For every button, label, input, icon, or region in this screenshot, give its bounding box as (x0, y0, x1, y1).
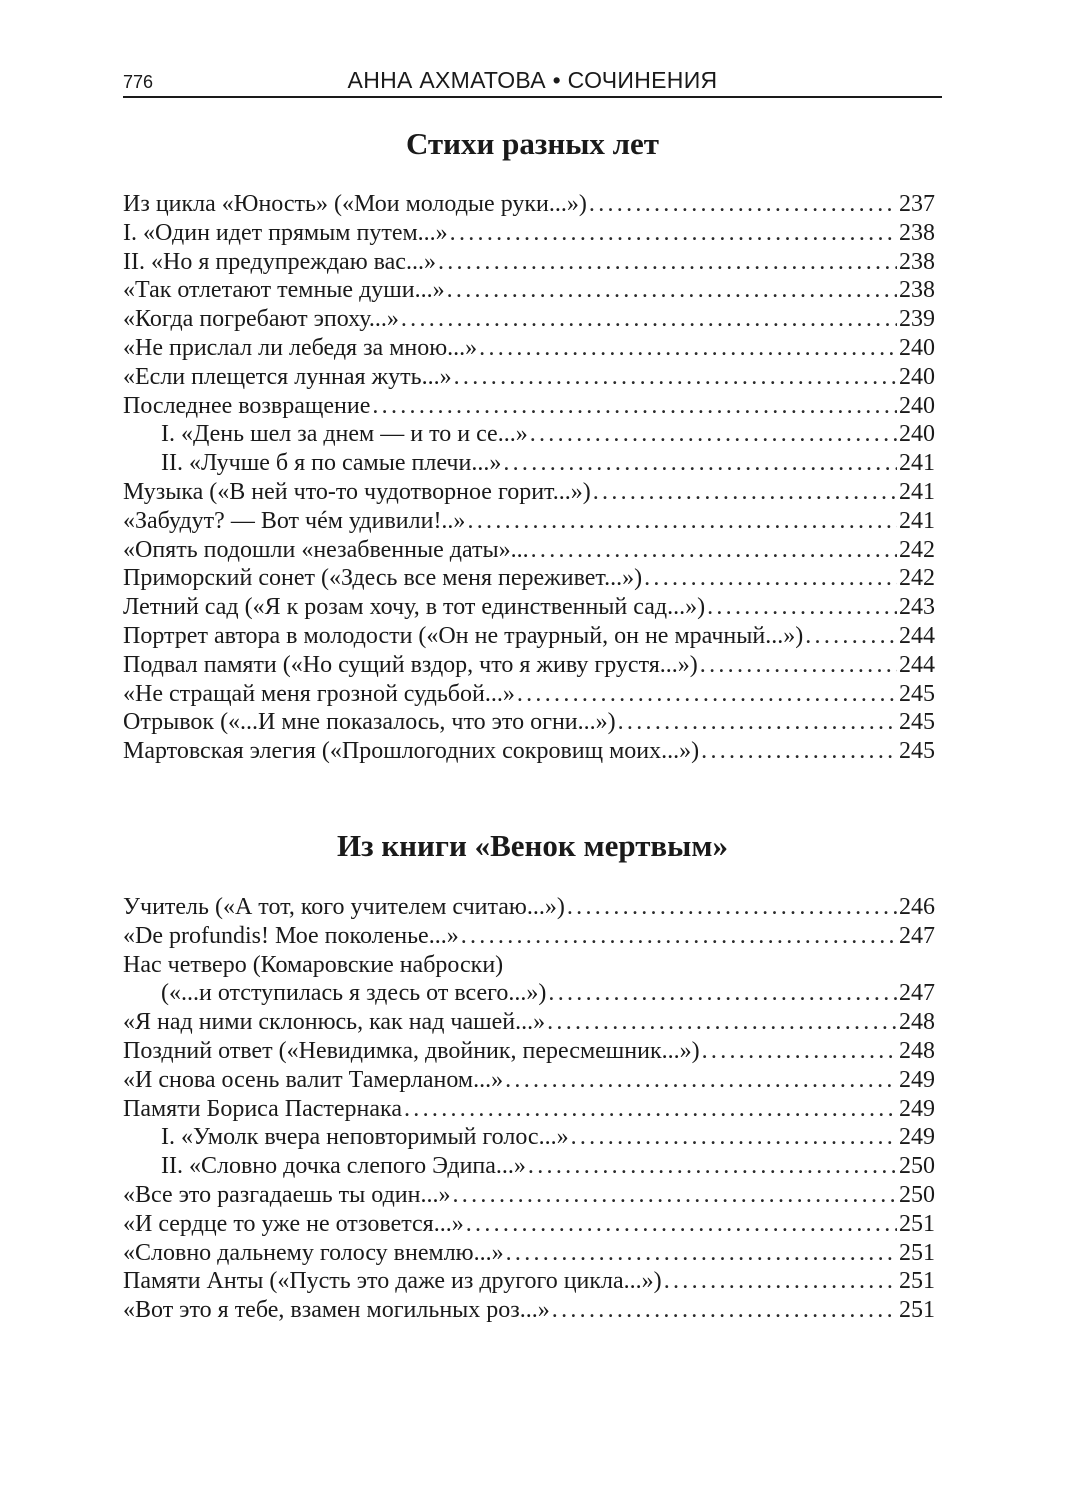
toc-entry-page: 249 (899, 1124, 935, 1151)
toc-entry-title: Портрет автора в молодости («Он не траурный, он не мрачный...») (123, 622, 804, 649)
toc-entry-page: 247 (899, 922, 935, 949)
toc-entry-title: Мартовская элегия («Прошлогодних сокровищ моих...») (123, 738, 700, 765)
toc-entry (123, 1267, 935, 1296)
toc-entry-title: Из цикла «Юность» («Мои молодые руки...») (123, 191, 587, 217)
toc-entry (123, 622, 935, 651)
dot-leader (454, 363, 897, 392)
toc-entry-page: 242 (899, 565, 935, 592)
dot-leader (547, 1008, 897, 1037)
toc-entry (123, 536, 935, 565)
toc-entry (123, 1239, 935, 1268)
dot-leader (438, 248, 897, 277)
toc-entry-title: «И сердце то уже не отзовется...» (123, 1210, 464, 1237)
toc-entry-page: 250 (899, 1153, 935, 1180)
toc-entry (123, 1181, 935, 1210)
toc-entry-title: «De profundis! Мое поколенье...» (123, 922, 459, 949)
toc-entry-title: «И снова осень валит Тамерланом...» (123, 1066, 504, 1093)
dot-leader (589, 190, 897, 219)
toc-entry (123, 1095, 935, 1124)
dot-leader (644, 564, 897, 593)
toc-entry (123, 392, 935, 421)
toc-entry-page: 251 (899, 1268, 935, 1295)
toc-entry (123, 190, 935, 219)
toc-entry-title: «Я над ними склонюсь, как над чашей...» (123, 1009, 546, 1036)
toc-entry-title: Музыка («В ней что-то чудотворное горит...») (123, 478, 591, 505)
toc-entry-title: II. «Но я предупреждаю вас...» (123, 248, 436, 275)
page-number: 776 (123, 72, 154, 92)
toc-entry-page: 247 (899, 980, 935, 1007)
toc-entry-page: 239 (899, 306, 935, 333)
toc-entry-page: 237 (899, 191, 935, 217)
toc-entry-page: 242 (899, 536, 935, 563)
toc-entry (123, 893, 935, 922)
dot-leader (452, 1181, 897, 1210)
toc-entry-page: 245 (899, 680, 935, 707)
dot-leader (466, 1210, 897, 1239)
toc-entry (123, 951, 935, 980)
dot-leader (531, 536, 897, 565)
toc-entry (123, 1152, 935, 1181)
toc-entry-page: 251 (899, 1297, 935, 1324)
toc-entry-title: II. «Словно дочка слепого Эдипа...» (161, 1153, 526, 1180)
dot-leader (517, 680, 897, 709)
dot-leader (506, 1239, 897, 1268)
toc-entry-page: 249 (899, 1095, 935, 1122)
dot-leader (447, 276, 897, 305)
toc-entry (123, 979, 935, 1008)
dot-leader (567, 893, 897, 922)
toc-entry-page: 251 (899, 1210, 935, 1237)
toc-entry-page: 243 (899, 594, 935, 621)
toc-entry-page: 240 (899, 363, 935, 390)
toc-entry-title: Отрывок («...И мне показалось, что это огни...») (123, 709, 616, 736)
toc-entry (123, 564, 935, 593)
toc-list-venok (123, 893, 935, 1325)
toc-entry-page: 251 (899, 1239, 935, 1266)
toc-entry-page: 241 (899, 507, 935, 534)
section-title-stikhi: Стихи разных лет (405, 126, 660, 161)
toc-entry (123, 248, 935, 277)
toc-entry-title: Последнее возвращение (123, 392, 371, 419)
toc-entry-page: 238 (899, 277, 935, 304)
dot-leader (593, 478, 897, 507)
toc-entry-page: 246 (899, 894, 935, 920)
dot-leader (552, 1296, 897, 1325)
toc-entry-title: «Вот это я тебе, взамен могильных роз...» (123, 1297, 550, 1324)
toc-entry-title: «Все это разгадаешь ты один...» (123, 1181, 451, 1208)
dot-leader (404, 1095, 897, 1124)
toc-entry-title: II. «Лучше б я по самые плечи...» (161, 450, 502, 477)
toc-entry-title: Поздний ответ («Невидимка, двойник, пересмешник...») (123, 1037, 700, 1064)
dot-leader (571, 1123, 897, 1152)
toc-entry (123, 276, 935, 305)
toc-entry-title: «Когда погребают эпоху...» (123, 306, 399, 333)
toc-entry-page: 240 (899, 334, 935, 361)
toc-entry-page: 238 (899, 248, 935, 275)
dot-leader (479, 334, 897, 363)
toc-entry-title: I. «Один идет прямым путем...» (123, 219, 448, 246)
dot-leader (467, 507, 897, 536)
toc-entry-title: «Словно дальнему голосу внемлю...» (123, 1239, 504, 1266)
toc-entry-title: «Так отлетают темные души...» (123, 277, 445, 304)
toc-list-stikhi (123, 190, 935, 766)
toc-entry-title: («...и отступилась я здесь от всего...») (161, 980, 547, 1007)
toc-entry (123, 1123, 935, 1152)
toc-entry-title: Учитель («А тот, кого учителем считаю...») (123, 894, 565, 920)
dot-leader (702, 1037, 897, 1066)
dot-leader (618, 708, 897, 737)
section-title-venok: Из книги «Венок мертвым» (337, 828, 728, 863)
toc-entry (123, 507, 935, 536)
toc-entry-title: «Забудут? — Вот чéм удивили!..» (123, 507, 466, 534)
dot-leader (664, 1267, 897, 1296)
toc-entry-page: 240 (899, 392, 935, 419)
toc-entry (123, 1066, 935, 1095)
toc-entry-title: Летний сад («Я к розам хочу, в тот единственный сад...») (123, 594, 706, 621)
toc-entry-page: 244 (899, 622, 935, 649)
dot-leader (401, 305, 897, 334)
toc-entry-title: I. «Умолк вчера неповторимый голос...» (161, 1124, 569, 1151)
toc-entry-page: 248 (899, 1009, 935, 1036)
toc-entry-title: «Не стращай меня грозной судьбой...» (123, 680, 515, 707)
toc-entry (123, 1008, 935, 1037)
toc-entry-title: Подвал памяти («Но сущий вздор, что я живу грустя...») (123, 651, 698, 678)
toc-entry-page: 245 (899, 709, 935, 736)
toc-entry (123, 593, 935, 622)
toc-entry (123, 334, 935, 363)
dot-leader (372, 392, 897, 421)
toc-entry (123, 1210, 935, 1239)
toc-entry-page: 238 (899, 219, 935, 246)
toc-entry-title: Приморский сонет («Здесь все меня переживет...») (123, 565, 643, 592)
page-header (123, 66, 942, 98)
dot-leader (505, 1066, 897, 1095)
toc-entry (123, 420, 935, 449)
dot-leader (805, 622, 897, 651)
toc-entry-page: 241 (899, 450, 935, 477)
toc-entry-title: «Опять подошли «незабвенные даты»... (123, 536, 529, 563)
dot-leader (528, 1152, 897, 1181)
toc-entry (123, 922, 935, 951)
toc-entry (123, 737, 935, 766)
toc-entry (123, 708, 935, 737)
dot-leader (707, 593, 897, 622)
toc-entry (123, 1296, 935, 1325)
toc-entry-page: 240 (899, 421, 935, 448)
toc-entry (123, 363, 935, 392)
toc-entry (123, 305, 935, 334)
toc-entry-title: Памяти Бориса Пастернака (123, 1095, 402, 1122)
dot-leader (548, 979, 897, 1008)
toc-entry (123, 449, 935, 478)
toc-entry (123, 680, 935, 709)
toc-entry (123, 651, 935, 680)
toc-entry-title: Памяти Анты («Пусть это даже из другого цикла...») (123, 1268, 662, 1295)
running-title: АННА АХМАТОВА • СОЧИНЕНИЯ (347, 67, 718, 93)
dot-leader (530, 420, 897, 449)
dot-leader (700, 651, 897, 680)
toc-entry (123, 219, 935, 248)
dot-leader (503, 449, 897, 478)
toc-entry-page: 245 (899, 738, 935, 765)
dot-leader (701, 737, 897, 766)
dot-leader (461, 922, 897, 951)
toc-entry-title: «Если плещется лунная жуть...» (123, 363, 452, 390)
toc-entry-page: 248 (899, 1037, 935, 1064)
toc-entry-page: 244 (899, 651, 935, 678)
toc-entry (123, 1037, 935, 1066)
toc-entry-title: «Не прислал ли лебедя за мною...» (123, 334, 478, 361)
toc-entry-page: 249 (899, 1066, 935, 1093)
toc-entry (123, 478, 935, 507)
toc-entry-title: I. «День шел за днем — и то и се...» (161, 421, 528, 448)
dot-leader (450, 219, 897, 248)
toc-entry-page: 250 (899, 1181, 935, 1208)
toc-entry-page: 241 (899, 478, 935, 505)
toc-entry-title: Нас четверо (Комаровские наброски) (123, 951, 504, 978)
